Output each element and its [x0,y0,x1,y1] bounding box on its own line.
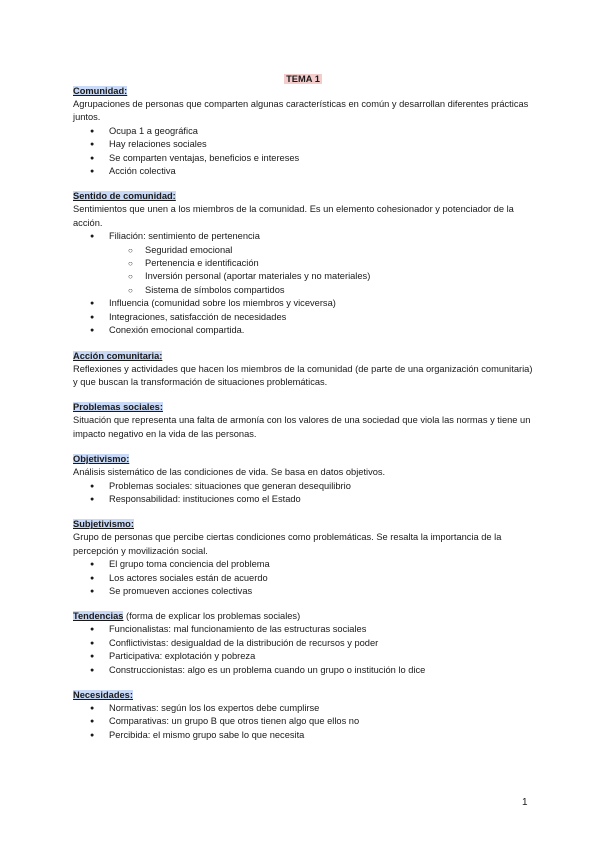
sub-list-item: ○ Seguridad emocional [73,244,533,257]
section-heading: Tendencias (forma de explicar los problemas sociales) [73,611,301,622]
section-text: Situación que representa una falta de armonía con los valores de una sociedad que viola las normas y tiene un impacto negativo en la vida de las personas. [73,415,531,439]
list-item: ● Funcionalistas: mal funcionamiento de las estructuras sociales [73,623,533,636]
list-item: ● Problemas sociales: situaciones que generan desequilibrio [73,480,533,493]
list-item: ● Influencia (comunidad sobre los miembros y viceversa) [73,297,533,310]
sub-list-item: ○ Pertenencia e identificación [73,257,533,270]
section-heading: Problemas sociales: [73,402,163,413]
section-subjetivismo [73,518,533,598]
section-text: Análisis sistemático de las condiciones de vida. Se basa en datos objetivos. [73,467,386,478]
list-item: ● Se comparten ventajas, beneficios e intereses [73,152,533,165]
list-item: ● Construccionistas: algo es un problema cuando un grupo o institución lo dice [73,664,533,677]
list-item: ● Comparativas: un grupo B que otros tienen algo que ellos no [73,715,533,728]
list-item: ● Conexión emocional compartida. [73,324,533,337]
section-necesidades [73,689,533,742]
sub-bullet-list [73,244,533,298]
list-item: ● Se promueven acciones colectivas [73,585,533,598]
list-item: ● Hay relaciones sociales [73,138,533,151]
sub-list-item: ○ Sistema de símbolos compartidos [73,284,533,297]
list-item: ● Los actores sociales están de acuerdo [73,572,533,585]
page-number: 1 [522,797,528,808]
bullet-list [73,125,533,179]
section-tendencias [73,610,533,677]
bullet-list [73,480,533,507]
list-item: ● El grupo toma conciencia del problema [73,558,533,571]
bullet-list [73,297,533,337]
section-heading: Subjetivismo: [73,519,134,530]
bullet-list [73,230,533,243]
section-heading: Sentido de comunidad: [73,191,176,202]
list-item: ● Ocupa 1 a geográfica [73,125,533,138]
section-text: Sentimientos que unen a los miembros de la comunidad. Es un elemento cohesionador y potenciador de la acción. [73,204,514,228]
bullet-list [73,558,533,598]
list-item: ● Percibida: el mismo grupo sabe lo que necesita [73,729,533,742]
bullet-list [73,702,533,742]
section-objetivismo [73,453,533,506]
section-accion-comunitaria [73,350,533,390]
list-item: ● Acción colectiva [73,165,533,178]
list-item: ● Filiación: sentimiento de pertenencia [73,230,533,243]
list-item: ● Participativa: explotación y pobreza [73,650,533,663]
section-heading: Comunidad: [73,86,128,96]
section-comunidad [73,85,533,178]
section-heading: Necesidades: [73,690,133,700]
section-heading: Objetivismo: [73,454,130,465]
section-text: Grupo de personas que percibe ciertas condiciones como problemáticas. Se resalta la importancia de la percepción y movilización social. [73,532,502,556]
section-text: Agrupaciones de personas que comparten algunas características en común y desarrollan diferentes prácticas juntos. [73,99,529,123]
document-title: TEMA 1 [286,74,320,84]
list-item: ● Responsabilidad: instituciones como el Estado [73,493,533,506]
bullet-list [73,623,533,677]
list-item: ● Normativas: según los los expertos debe cumplirse [73,702,533,715]
section-heading: Acción comunitaria: [73,350,163,361]
document-content [73,74,533,754]
section-sentido-de-comunidad [73,190,533,337]
section-problemas-sociales [73,401,533,441]
list-item: ● Integraciones, satisfacción de necesidades [73,311,533,324]
section-text: Reflexiones y actividades que hacen los miembros de la comunidad (de parte de una organización comunitaria) y que buscan la transformación de situaciones problemáticas. [73,363,533,387]
list-item: ● Conflictivistas: desigualdad de la distribución de recursos y poder [73,637,533,650]
sub-list-item: ○ Inversión personal (aportar materiales y no materiales) [73,270,533,283]
